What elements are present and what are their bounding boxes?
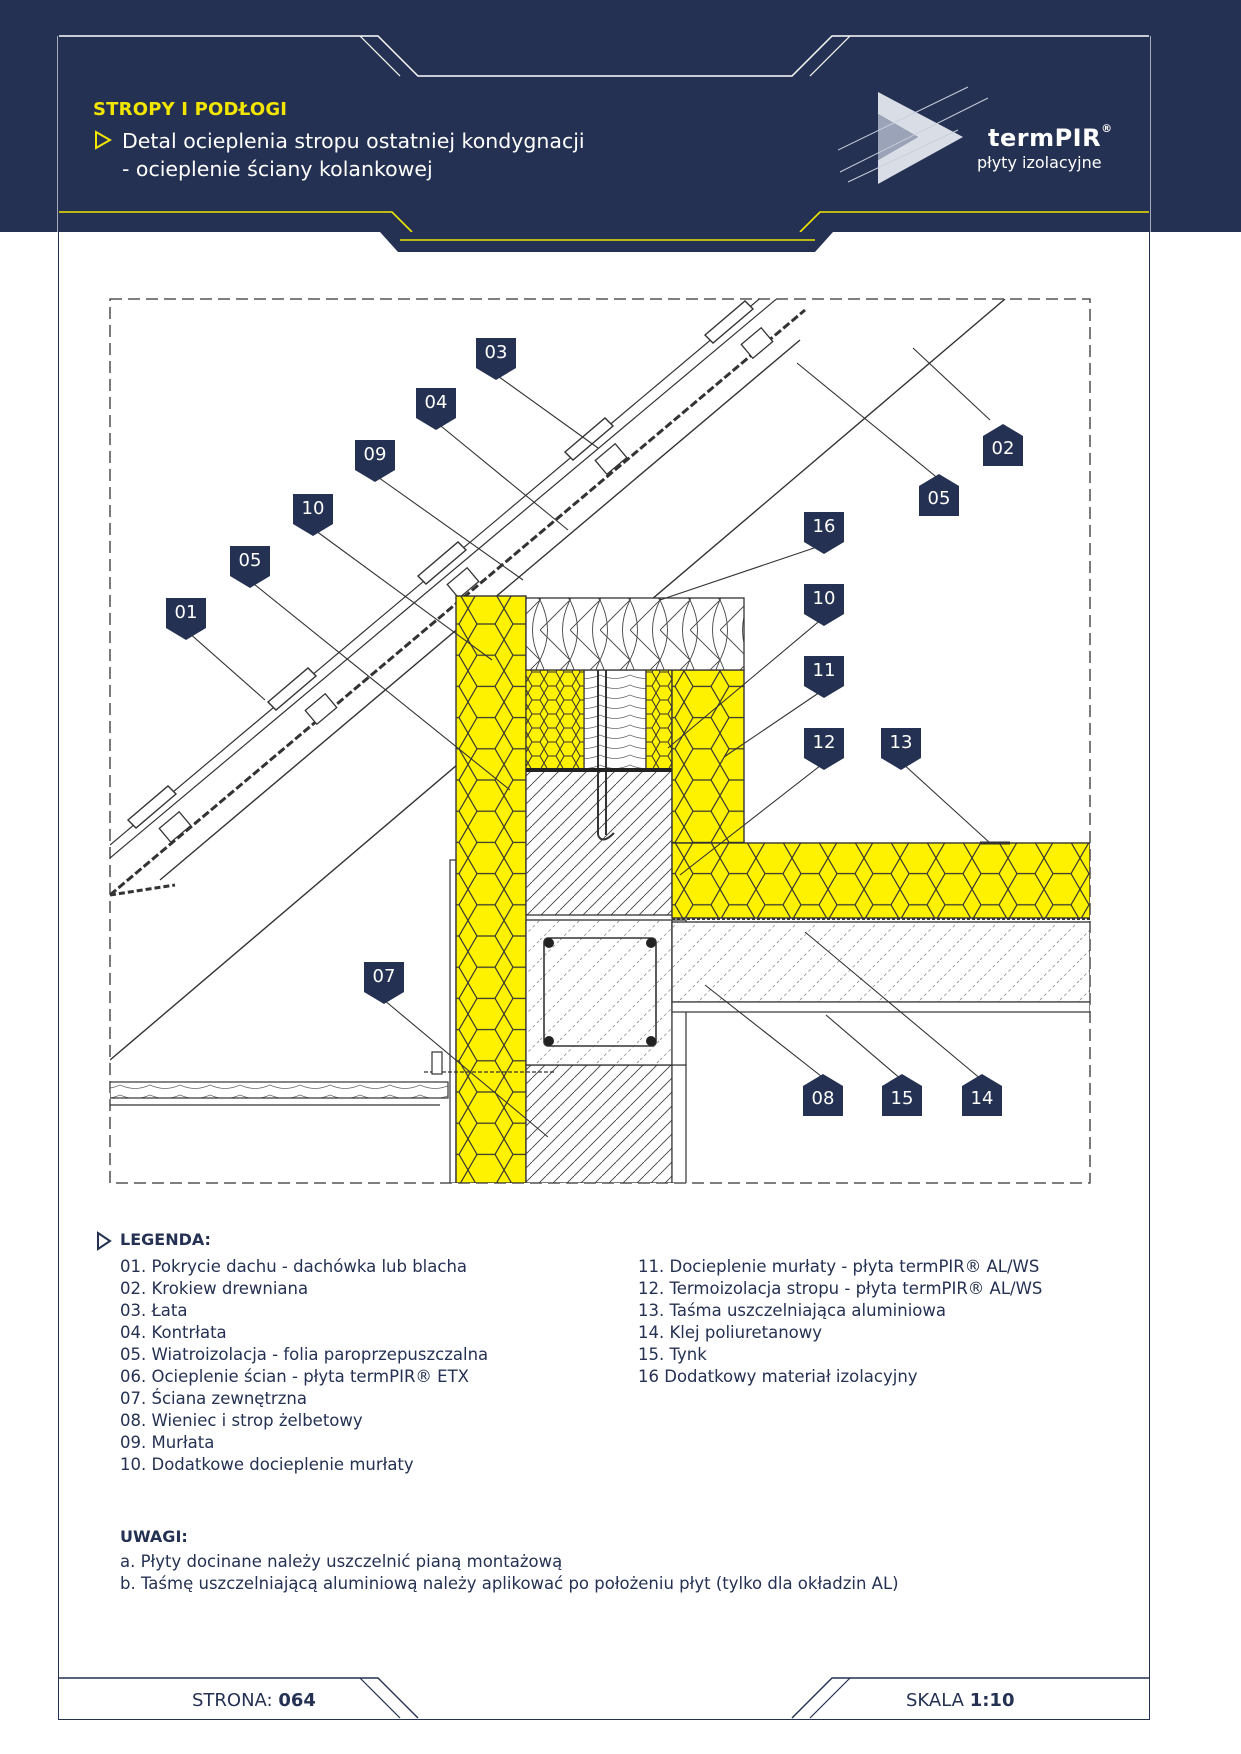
callout-tag: 09	[355, 440, 395, 482]
callout-tag: 16	[804, 512, 844, 554]
legend-item: 03. Łata	[120, 1301, 188, 1320]
brand-name: termPIR®	[988, 122, 1113, 152]
legend-arrow-icon	[95, 1231, 113, 1251]
legend-item: 14. Klej poliuretanowy	[638, 1323, 823, 1342]
callout-tag: 12	[804, 728, 844, 770]
scale-label: SKALA 1:10	[906, 1690, 1015, 1711]
legend-item: 06. Ocieplenie ścian - płyta termPIR® ETX	[120, 1367, 469, 1386]
legend-item: 07. Ściana zewnętrzna	[120, 1389, 307, 1408]
callout-tag: 13	[881, 728, 921, 770]
callout-tag: 05	[230, 546, 270, 588]
category-title: STROPY I PODŁOGI	[93, 99, 288, 120]
callout-tag: 05	[919, 474, 959, 516]
legend-item: 13. Taśma uszczelniająca aluminiowa	[638, 1301, 946, 1320]
callout-tag: 08	[803, 1074, 843, 1116]
callout-tag: 10	[804, 584, 844, 626]
legend-item: 11. Docieplenie murłaty - płyta termPIR® AL/WS	[638, 1257, 1040, 1276]
callout-tag: 07	[364, 962, 404, 1004]
note-item: a. Płyty docinane należy uszczelnić pianą montażową	[120, 1552, 563, 1571]
legend-item: 02. Krokiew drewniana	[120, 1279, 309, 1298]
callout-tag: 01	[166, 598, 206, 640]
notes-list	[120, 1551, 899, 1595]
brand-subtitle: płyty izolacyjne	[977, 153, 1102, 172]
legend-left-column	[120, 1256, 488, 1476]
callout-tag: 04	[416, 388, 456, 430]
legend-right-column	[638, 1256, 1042, 1388]
legend-heading: LEGENDA:	[120, 1230, 211, 1249]
title-line-2: - ocieplenie ściany kolankowej	[122, 157, 433, 181]
page-number: STRONA: 064	[192, 1690, 316, 1711]
callout-tag: 03	[476, 338, 516, 380]
callout-tag: 10	[293, 494, 333, 536]
callout-tag: 11	[804, 656, 844, 698]
callout-tag: 02	[983, 424, 1023, 466]
legend-item: 10. Dodatkowe docieplenie murłaty	[120, 1455, 414, 1474]
legend-item: 12. Termoizolacja stropu - płyta termPIR® AL/WS	[638, 1279, 1043, 1298]
callout-tag: 14	[962, 1074, 1002, 1116]
title-line-1: Detal ocieplenia stropu ostatniej kondygnacji	[122, 129, 585, 153]
legend-item: 16 Dodatkowy materiał izolacyjny	[638, 1367, 918, 1386]
notes-heading: UWAGI:	[120, 1527, 188, 1546]
legend-item: 01. Pokrycie dachu - dachówka lub blacha	[120, 1257, 468, 1276]
legend-item: 04. Kontrłata	[120, 1323, 227, 1342]
legend-item: 08. Wieniec i strop żelbetowy	[120, 1411, 363, 1430]
legend-item: 15. Tynk	[638, 1345, 707, 1364]
legend-item: 09. Murłata	[120, 1433, 215, 1452]
note-item: b. Taśmę uszczelniającą aluminiową należy aplikować po położeniu płyt (tylko dla okładzin AL)	[120, 1574, 899, 1593]
callout-tag: 15	[882, 1074, 922, 1116]
legend-item: 05. Wiatroizolacja - folia paroprzepuszczalna	[120, 1345, 489, 1364]
